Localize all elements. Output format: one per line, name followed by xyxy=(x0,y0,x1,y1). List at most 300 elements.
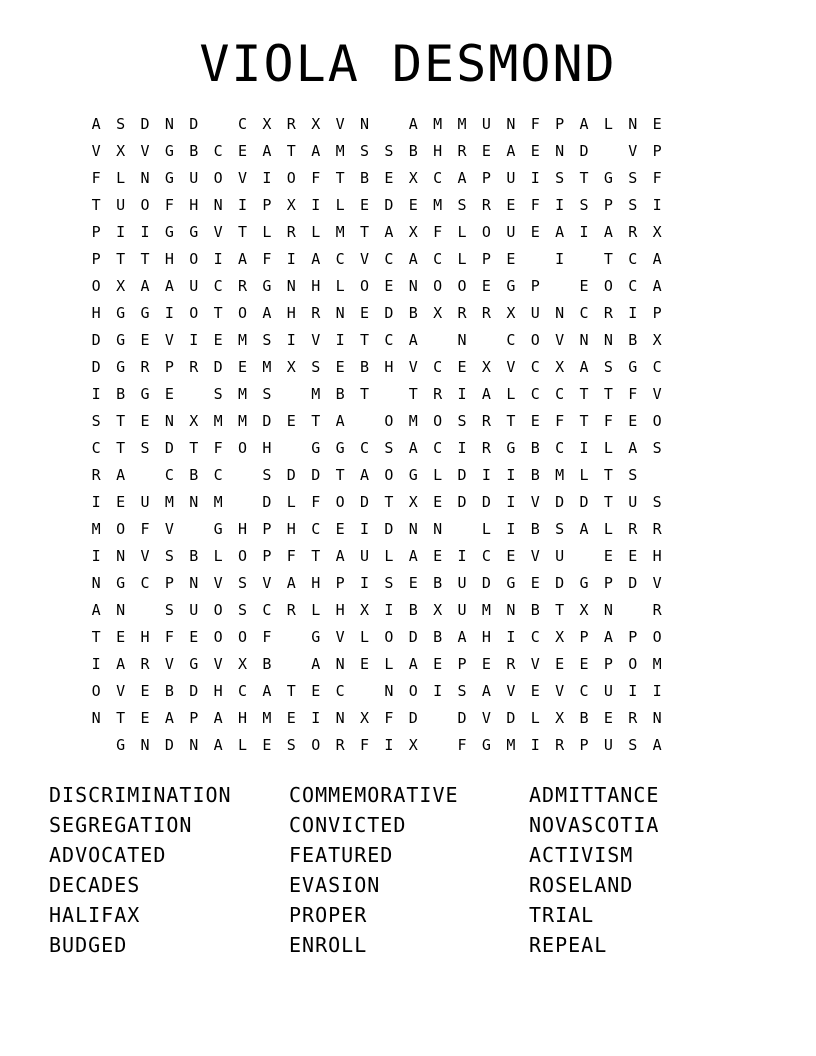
grid-cell[interactable]: I xyxy=(530,169,540,187)
grid-cell[interactable]: R xyxy=(652,520,662,538)
grid-cell[interactable]: M xyxy=(238,331,248,349)
grid-cell[interactable]: R xyxy=(555,736,565,754)
grid-cell[interactable]: B xyxy=(359,358,369,376)
grid-cell[interactable]: V xyxy=(116,682,126,700)
grid-cell[interactable]: S xyxy=(311,358,321,376)
grid-cell[interactable] xyxy=(133,462,157,489)
grid-cell[interactable]: H xyxy=(238,709,248,727)
grid-cell[interactable]: P xyxy=(189,709,199,727)
grid-cell[interactable]: E xyxy=(603,709,613,727)
grid-cell[interactable]: X xyxy=(311,115,321,133)
grid-cell[interactable]: H xyxy=(311,277,321,295)
grid-cell[interactable]: G xyxy=(189,223,199,241)
grid-cell[interactable]: C xyxy=(140,574,150,592)
grid-cell[interactable]: E xyxy=(213,331,223,349)
grid-cell[interactable]: E xyxy=(164,385,174,403)
grid-cell[interactable]: T xyxy=(116,439,126,457)
grid-cell[interactable]: U xyxy=(603,682,613,700)
grid-cell[interactable]: E xyxy=(311,682,321,700)
grid-cell[interactable]: E xyxy=(579,277,589,295)
grid-cell[interactable]: A xyxy=(457,628,467,646)
grid-cell[interactable]: A xyxy=(628,439,638,457)
grid-cell[interactable]: S xyxy=(652,439,662,457)
grid-cell[interactable]: U xyxy=(457,574,467,592)
grid-cell[interactable]: X xyxy=(116,277,126,295)
grid-cell[interactable]: R xyxy=(628,709,638,727)
grid-cell[interactable]: A xyxy=(91,601,101,619)
grid-cell[interactable]: O xyxy=(140,196,150,214)
grid-cell[interactable]: M xyxy=(457,115,467,133)
grid-cell[interactable]: L xyxy=(506,385,516,403)
grid-cell[interactable]: H xyxy=(286,520,296,538)
grid-cell[interactable]: V xyxy=(530,493,540,511)
grid-cell[interactable]: L xyxy=(286,493,296,511)
grid-cell[interactable] xyxy=(84,732,108,759)
grid-cell[interactable]: E xyxy=(116,493,126,511)
grid-cell[interactable]: P xyxy=(262,520,272,538)
grid-cell[interactable]: B xyxy=(408,601,418,619)
grid-cell[interactable]: R xyxy=(286,115,296,133)
grid-cell[interactable]: A xyxy=(408,655,418,673)
grid-cell[interactable] xyxy=(425,705,449,732)
grid-cell[interactable]: M xyxy=(335,223,345,241)
grid-cell[interactable]: T xyxy=(286,142,296,160)
grid-cell[interactable]: X xyxy=(286,196,296,214)
grid-cell[interactable]: P xyxy=(164,358,174,376)
grid-cell[interactable]: V xyxy=(652,574,662,592)
grid-cell[interactable]: S xyxy=(262,466,272,484)
grid-cell[interactable]: S xyxy=(384,142,394,160)
grid-cell[interactable]: P xyxy=(628,628,638,646)
grid-cell[interactable]: T xyxy=(238,223,248,241)
grid-cell[interactable] xyxy=(377,111,401,138)
grid-cell[interactable]: E xyxy=(628,412,638,430)
grid-cell[interactable]: P xyxy=(603,655,613,673)
grid-cell[interactable]: C xyxy=(433,439,443,457)
grid-cell[interactable]: I xyxy=(506,466,516,484)
grid-cell[interactable]: H xyxy=(91,304,101,322)
grid-cell[interactable] xyxy=(230,489,254,516)
grid-cell[interactable]: A xyxy=(311,250,321,268)
grid-cell[interactable]: I xyxy=(311,196,321,214)
grid-cell[interactable]: O xyxy=(213,628,223,646)
grid-cell[interactable]: C xyxy=(164,466,174,484)
grid-cell[interactable]: S xyxy=(555,169,565,187)
grid-cell[interactable]: V xyxy=(335,115,345,133)
grid-cell[interactable]: X xyxy=(555,628,565,646)
grid-cell[interactable]: B xyxy=(116,385,126,403)
grid-cell[interactable]: X xyxy=(286,358,296,376)
grid-cell[interactable]: R xyxy=(238,277,248,295)
grid-cell[interactable]: I xyxy=(91,385,101,403)
grid-cell[interactable]: B xyxy=(579,709,589,727)
grid-cell[interactable]: O xyxy=(189,250,199,268)
grid-cell[interactable]: E xyxy=(384,169,394,187)
grid-cell[interactable]: T xyxy=(359,223,369,241)
grid-cell[interactable]: C xyxy=(238,682,248,700)
grid-cell[interactable]: L xyxy=(579,466,589,484)
grid-cell[interactable]: X xyxy=(359,709,369,727)
grid-cell[interactable]: T xyxy=(555,601,565,619)
grid-cell[interactable]: T xyxy=(384,493,394,511)
grid-cell[interactable]: A xyxy=(481,682,491,700)
grid-cell[interactable]: C xyxy=(213,142,223,160)
grid-cell[interactable]: U xyxy=(140,493,150,511)
grid-cell[interactable]: E xyxy=(530,682,540,700)
grid-cell[interactable]: D xyxy=(408,709,418,727)
grid-cell[interactable]: M xyxy=(213,493,223,511)
grid-cell[interactable]: G xyxy=(481,736,491,754)
grid-cell[interactable]: O xyxy=(238,628,248,646)
grid-cell[interactable]: D xyxy=(481,574,491,592)
grid-cell[interactable]: R xyxy=(286,223,296,241)
grid-cell[interactable]: C xyxy=(555,385,565,403)
grid-cell[interactable]: C xyxy=(628,250,638,268)
grid-cell[interactable]: X xyxy=(555,358,565,376)
grid-cell[interactable]: R xyxy=(335,736,345,754)
grid-cell[interactable]: O xyxy=(457,277,467,295)
grid-cell[interactable]: N xyxy=(555,142,565,160)
grid-cell[interactable]: L xyxy=(238,736,248,754)
grid-cell[interactable]: S xyxy=(579,196,589,214)
grid-cell[interactable]: P xyxy=(91,223,101,241)
grid-cell[interactable]: S xyxy=(116,115,126,133)
grid-cell[interactable]: G xyxy=(164,223,174,241)
grid-cell[interactable]: V xyxy=(213,655,223,673)
grid-cell[interactable]: L xyxy=(335,277,345,295)
grid-cell[interactable]: O xyxy=(652,628,662,646)
grid-cell[interactable]: G xyxy=(262,277,272,295)
grid-cell[interactable]: O xyxy=(652,412,662,430)
grid-cell[interactable]: A xyxy=(408,331,418,349)
grid-cell[interactable]: M xyxy=(506,736,516,754)
grid-cell[interactable]: A xyxy=(579,358,589,376)
grid-cell[interactable]: C xyxy=(91,439,101,457)
grid-cell[interactable]: I xyxy=(91,655,101,673)
grid-cell[interactable]: B xyxy=(530,601,540,619)
grid-cell[interactable]: O xyxy=(433,412,443,430)
grid-cell[interactable] xyxy=(450,516,474,543)
grid-cell[interactable]: D xyxy=(213,358,223,376)
grid-cell[interactable]: U xyxy=(628,493,638,511)
grid-cell[interactable]: B xyxy=(262,655,272,673)
grid-cell[interactable]: D xyxy=(555,574,565,592)
grid-cell[interactable]: E xyxy=(579,655,589,673)
grid-cell[interactable]: P xyxy=(457,655,467,673)
grid-cell[interactable]: T xyxy=(408,385,418,403)
grid-cell[interactable]: G xyxy=(506,574,516,592)
grid-cell[interactable]: L xyxy=(116,169,126,187)
grid-cell[interactable]: E xyxy=(481,277,491,295)
grid-cell[interactable]: S xyxy=(457,682,467,700)
grid-cell[interactable]: N xyxy=(603,331,613,349)
grid-cell[interactable]: D xyxy=(91,358,101,376)
grid-cell[interactable]: O xyxy=(189,304,199,322)
grid-cell[interactable]: N xyxy=(286,277,296,295)
grid-cell[interactable]: H xyxy=(164,250,174,268)
grid-cell[interactable]: I xyxy=(116,223,126,241)
grid-cell[interactable]: C xyxy=(628,277,638,295)
grid-cell[interactable] xyxy=(425,327,449,354)
grid-cell[interactable]: G xyxy=(164,142,174,160)
grid-cell[interactable]: E xyxy=(433,547,443,565)
grid-cell[interactable]: E xyxy=(628,547,638,565)
grid-cell[interactable]: I xyxy=(506,628,516,646)
grid-cell[interactable]: T xyxy=(116,412,126,430)
grid-cell[interactable]: N xyxy=(408,277,418,295)
grid-cell[interactable]: L xyxy=(530,709,540,727)
grid-cell[interactable]: T xyxy=(213,304,223,322)
grid-cell[interactable]: S xyxy=(262,331,272,349)
grid-cell[interactable]: C xyxy=(530,358,540,376)
grid-cell[interactable]: A xyxy=(116,655,126,673)
grid-cell[interactable]: T xyxy=(603,493,613,511)
grid-cell[interactable]: T xyxy=(311,412,321,430)
grid-cell[interactable]: A xyxy=(335,547,345,565)
grid-cell[interactable]: P xyxy=(335,574,345,592)
grid-cell[interactable]: M xyxy=(652,655,662,673)
grid-cell[interactable]: V xyxy=(238,169,248,187)
grid-cell[interactable]: I xyxy=(652,196,662,214)
grid-cell[interactable]: C xyxy=(433,169,443,187)
grid-cell[interactable]: R xyxy=(311,304,321,322)
grid-cell[interactable]: I xyxy=(555,196,565,214)
grid-cell[interactable]: I xyxy=(189,331,199,349)
grid-cell[interactable]: A xyxy=(213,736,223,754)
grid-cell[interactable]: G xyxy=(116,736,126,754)
grid-cell[interactable]: A xyxy=(286,574,296,592)
grid-cell[interactable]: U xyxy=(603,736,613,754)
grid-cell[interactable]: D xyxy=(408,628,418,646)
grid-cell[interactable]: B xyxy=(189,547,199,565)
grid-cell[interactable]: S xyxy=(262,385,272,403)
grid-cell[interactable]: S xyxy=(628,736,638,754)
grid-cell[interactable]: U xyxy=(189,601,199,619)
grid-cell[interactable]: V xyxy=(140,547,150,565)
grid-cell[interactable]: E xyxy=(530,412,540,430)
grid-cell[interactable]: A xyxy=(579,520,589,538)
grid-cell[interactable]: S xyxy=(457,196,467,214)
grid-cell[interactable]: O xyxy=(116,520,126,538)
grid-cell[interactable]: F xyxy=(286,547,296,565)
grid-cell[interactable]: I xyxy=(238,196,248,214)
grid-cell[interactable]: O xyxy=(628,655,638,673)
grid-cell[interactable]: V xyxy=(164,331,174,349)
grid-cell[interactable]: A xyxy=(457,169,467,187)
grid-cell[interactable]: V xyxy=(628,142,638,160)
grid-cell[interactable]: O xyxy=(91,277,101,295)
grid-cell[interactable]: R xyxy=(457,304,467,322)
grid-cell[interactable]: E xyxy=(652,115,662,133)
grid-cell[interactable]: F xyxy=(164,196,174,214)
grid-cell[interactable]: U xyxy=(189,277,199,295)
grid-cell[interactable]: X xyxy=(408,493,418,511)
grid-cell[interactable]: B xyxy=(408,142,418,160)
grid-cell[interactable]: E xyxy=(335,520,345,538)
grid-cell[interactable]: M xyxy=(433,196,443,214)
grid-cell[interactable]: F xyxy=(433,223,443,241)
grid-cell[interactable]: V xyxy=(213,574,223,592)
grid-cell[interactable]: L xyxy=(603,520,613,538)
grid-cell[interactable]: O xyxy=(384,466,394,484)
grid-cell[interactable]: N xyxy=(335,304,345,322)
grid-cell[interactable]: N xyxy=(603,601,613,619)
grid-cell[interactable] xyxy=(377,381,401,408)
grid-cell[interactable]: N xyxy=(579,331,589,349)
grid-cell[interactable]: O xyxy=(433,277,443,295)
grid-cell[interactable]: G xyxy=(140,304,150,322)
grid-cell[interactable]: L xyxy=(311,601,321,619)
grid-cell[interactable]: V xyxy=(262,574,272,592)
grid-cell[interactable]: I xyxy=(530,736,540,754)
grid-cell[interactable]: E xyxy=(286,412,296,430)
grid-cell[interactable]: P xyxy=(164,574,174,592)
grid-cell[interactable]: N xyxy=(506,601,516,619)
grid-cell[interactable]: F xyxy=(555,412,565,430)
grid-cell[interactable]: S xyxy=(286,736,296,754)
grid-cell[interactable]: O xyxy=(238,439,248,457)
grid-cell[interactable]: U xyxy=(457,601,467,619)
grid-cell[interactable]: E xyxy=(481,655,491,673)
grid-cell[interactable]: A xyxy=(213,709,223,727)
grid-cell[interactable]: C xyxy=(311,520,321,538)
grid-cell[interactable]: M xyxy=(433,115,443,133)
grid-cell[interactable]: G xyxy=(628,358,638,376)
grid-cell[interactable]: F xyxy=(262,628,272,646)
grid-cell[interactable]: S xyxy=(628,196,638,214)
grid-cell[interactable]: E xyxy=(189,628,199,646)
grid-cell[interactable]: P xyxy=(530,277,540,295)
grid-cell[interactable]: S xyxy=(91,412,101,430)
grid-cell[interactable] xyxy=(279,435,303,462)
grid-cell[interactable]: F xyxy=(359,736,369,754)
grid-cell[interactable]: G xyxy=(408,466,418,484)
grid-cell[interactable]: F xyxy=(311,169,321,187)
grid-cell[interactable]: C xyxy=(433,250,443,268)
grid-cell[interactable]: N xyxy=(335,709,345,727)
grid-cell[interactable] xyxy=(572,543,596,570)
grid-cell[interactable]: A xyxy=(140,277,150,295)
grid-cell[interactable]: A xyxy=(506,142,516,160)
grid-cell[interactable]: U xyxy=(555,547,565,565)
grid-cell[interactable]: C xyxy=(579,682,589,700)
grid-cell[interactable]: N xyxy=(189,574,199,592)
grid-cell[interactable]: S xyxy=(628,466,638,484)
grid-cell[interactable]: C xyxy=(335,682,345,700)
grid-cell[interactable]: G xyxy=(311,439,321,457)
grid-cell[interactable]: X xyxy=(652,331,662,349)
grid-cell[interactable] xyxy=(279,651,303,678)
grid-cell[interactable]: V xyxy=(164,520,174,538)
grid-cell[interactable]: I xyxy=(359,574,369,592)
grid-cell[interactable]: M xyxy=(481,601,491,619)
grid-cell[interactable]: V xyxy=(652,385,662,403)
grid-cell[interactable]: B xyxy=(408,304,418,322)
grid-cell[interactable] xyxy=(352,408,376,435)
grid-cell[interactable]: V xyxy=(359,250,369,268)
grid-cell[interactable]: C xyxy=(384,250,394,268)
grid-cell[interactable]: X xyxy=(116,142,126,160)
grid-cell[interactable]: C xyxy=(213,466,223,484)
grid-cell[interactable] xyxy=(621,597,645,624)
grid-cell[interactable] xyxy=(352,678,376,705)
grid-cell[interactable]: D xyxy=(481,493,491,511)
grid-cell[interactable]: X xyxy=(408,736,418,754)
grid-cell[interactable]: C xyxy=(555,439,565,457)
grid-cell[interactable]: F xyxy=(213,439,223,457)
grid-cell[interactable]: I xyxy=(91,547,101,565)
grid-cell[interactable]: G xyxy=(116,304,126,322)
grid-cell[interactable]: H xyxy=(238,520,248,538)
grid-cell[interactable]: R xyxy=(628,520,638,538)
grid-cell[interactable]: E xyxy=(384,277,394,295)
grid-cell[interactable] xyxy=(425,732,449,759)
grid-cell[interactable]: L xyxy=(359,628,369,646)
grid-cell[interactable]: A xyxy=(652,250,662,268)
grid-cell[interactable]: A xyxy=(408,250,418,268)
grid-cell[interactable]: R xyxy=(652,601,662,619)
grid-cell[interactable]: O xyxy=(359,277,369,295)
grid-cell[interactable]: N xyxy=(189,493,199,511)
grid-cell[interactable]: H xyxy=(213,682,223,700)
grid-cell[interactable]: D xyxy=(384,304,394,322)
grid-cell[interactable]: R xyxy=(506,655,516,673)
grid-cell[interactable] xyxy=(547,273,571,300)
grid-cell[interactable]: T xyxy=(506,412,516,430)
grid-cell[interactable] xyxy=(279,381,303,408)
grid-cell[interactable]: I xyxy=(286,250,296,268)
grid-cell[interactable]: T xyxy=(140,250,150,268)
grid-cell[interactable]: O xyxy=(286,169,296,187)
grid-cell[interactable]: M xyxy=(164,493,174,511)
grid-cell[interactable]: E xyxy=(506,547,516,565)
grid-cell[interactable]: R xyxy=(433,385,443,403)
grid-cell[interactable]: A xyxy=(408,547,418,565)
grid-cell[interactable]: G xyxy=(116,574,126,592)
grid-cell[interactable]: R xyxy=(481,439,491,457)
grid-cell[interactable]: A xyxy=(262,304,272,322)
grid-cell[interactable]: X xyxy=(579,601,589,619)
grid-cell[interactable]: T xyxy=(603,466,613,484)
grid-cell[interactable]: D xyxy=(91,331,101,349)
grid-cell[interactable]: X xyxy=(189,412,199,430)
grid-cell[interactable]: E xyxy=(335,358,345,376)
grid-cell[interactable]: S xyxy=(164,547,174,565)
grid-cell[interactable]: B xyxy=(433,574,443,592)
grid-cell[interactable]: E xyxy=(481,142,491,160)
grid-cell[interactable]: H xyxy=(262,439,272,457)
grid-cell[interactable]: P xyxy=(652,304,662,322)
grid-cell[interactable]: F xyxy=(530,196,540,214)
grid-cell[interactable]: O xyxy=(311,736,321,754)
grid-cell[interactable]: N xyxy=(91,709,101,727)
grid-cell[interactable]: A xyxy=(164,709,174,727)
grid-cell[interactable]: G xyxy=(189,655,199,673)
grid-cell[interactable]: E xyxy=(359,196,369,214)
grid-cell[interactable]: V xyxy=(555,682,565,700)
grid-cell[interactable]: L xyxy=(603,439,613,457)
grid-cell[interactable]: E xyxy=(603,547,613,565)
grid-cell[interactable]: T xyxy=(359,385,369,403)
grid-cell[interactable]: F xyxy=(628,385,638,403)
grid-cell[interactable]: O xyxy=(530,331,540,349)
grid-cell[interactable]: V xyxy=(213,223,223,241)
grid-cell[interactable]: M xyxy=(335,142,345,160)
grid-cell[interactable]: E xyxy=(457,358,467,376)
grid-cell[interactable]: L xyxy=(433,466,443,484)
grid-cell[interactable]: B xyxy=(359,169,369,187)
grid-cell[interactable]: B xyxy=(530,520,540,538)
